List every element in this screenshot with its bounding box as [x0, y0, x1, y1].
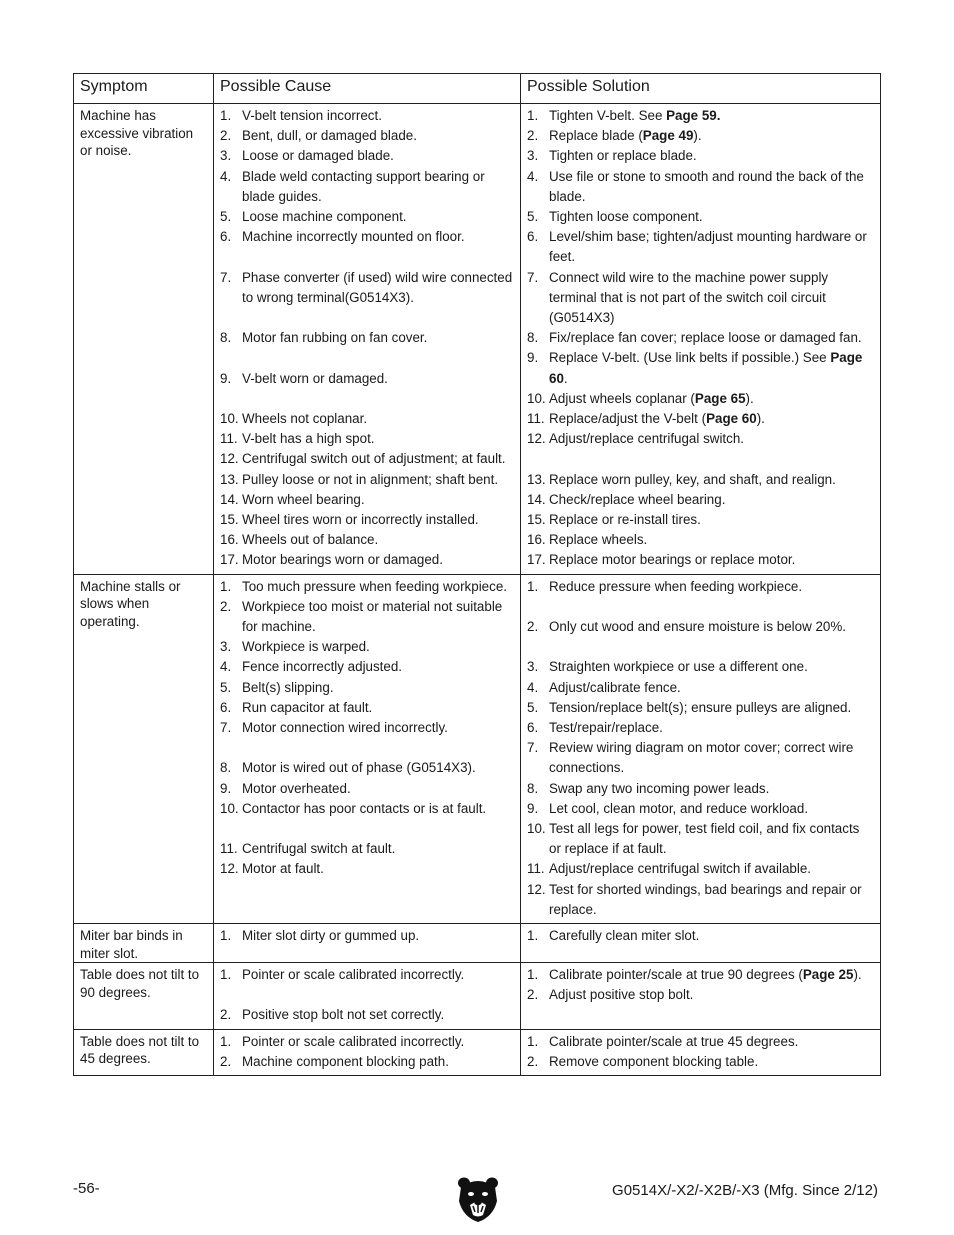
page-reference: Page 60 [549, 350, 863, 386]
cause-cell [214, 104, 521, 575]
header-possible-solution: Possible Solution [521, 74, 881, 104]
item-text: . [563, 370, 568, 386]
list-item [220, 637, 514, 657]
list-item [527, 510, 874, 530]
table-row [74, 924, 881, 963]
item-text: Motor bearings worn or damaged. [242, 552, 443, 568]
item-number: 1. [220, 108, 232, 123]
list-item [527, 106, 874, 126]
list-item [220, 577, 514, 597]
list-item [220, 965, 514, 985]
list-item [220, 550, 514, 570]
item-text: Loose or damaged blade. [242, 148, 394, 164]
cause-cell [214, 924, 521, 963]
list-item [527, 389, 874, 409]
item-number: 13. [527, 471, 546, 487]
item-number: 2. [220, 1007, 232, 1023]
list-item [220, 167, 514, 207]
bear-head-icon [457, 1177, 499, 1223]
list-item [527, 268, 874, 329]
item-number: 12. [527, 431, 546, 447]
item-number: 10. [220, 410, 239, 426]
item-number: 7. [527, 269, 539, 285]
table-row [74, 104, 881, 575]
item-number: 8. [527, 330, 539, 346]
item-number: 9. [527, 800, 539, 816]
item-text: Tension/replace belt(s); ensure pulleys are aligned. [549, 699, 852, 715]
item-text: Contactor has poor contacts or is at fault. [242, 800, 487, 816]
list-spacer [220, 819, 514, 839]
list-item [220, 758, 514, 778]
item-text: Pointer or scale calibrated incorrectly. [242, 1033, 465, 1049]
list-item [527, 146, 874, 166]
item-text: ). [693, 128, 702, 144]
item-number: 1. [527, 578, 539, 594]
item-number: 14. [220, 491, 239, 507]
item-text: Machine component blocking path. [242, 1053, 449, 1069]
item-number: 1. [220, 967, 232, 983]
item-number: 3. [527, 148, 539, 164]
item-number: 8. [220, 330, 232, 346]
item-text: ). [853, 967, 862, 983]
numbered-list [220, 106, 514, 571]
numbered-list [527, 106, 874, 571]
list-item [220, 328, 514, 348]
item-number: 1. [220, 1033, 232, 1049]
item-text: Carefully clean miter slot. [549, 928, 700, 944]
list-item [527, 470, 874, 490]
item-number: 3. [527, 659, 539, 675]
list-item [220, 799, 514, 819]
item-number: 4. [527, 679, 539, 695]
list-item [220, 859, 514, 879]
item-text: Workpiece is warped. [242, 639, 370, 655]
item-number: 14. [527, 491, 546, 507]
item-number: 8. [220, 760, 232, 776]
item-text: Wheels not coplanar. [242, 410, 368, 426]
page-reference: Page 49 [642, 128, 694, 144]
list-spacer [527, 637, 874, 657]
table-row [74, 963, 881, 1030]
solution-cell [521, 924, 881, 963]
symptom-cell: Table does not tilt to 45 degrees. [74, 1029, 214, 1075]
item-number: 2. [220, 598, 232, 614]
list-item [527, 880, 874, 920]
item-text: Loose machine component. [242, 209, 407, 225]
item-number: 9. [220, 780, 232, 796]
item-text: Motor overheated. [242, 780, 351, 796]
item-text: Calibrate pointer/scale at true 45 degrees. [549, 1033, 799, 1049]
item-text: Connect wild wire to the machine power supply terminal that is not part of the switch coil circuit (G0514X3) [549, 269, 829, 326]
item-text: Too much pressure when feeding workpiece. [242, 578, 507, 594]
list-item [220, 1005, 514, 1025]
item-number: 2. [527, 1053, 539, 1069]
item-text: Machine incorrectly mounted on floor. [242, 229, 465, 245]
item-number: 3. [220, 148, 232, 164]
item-text: Run capacitor at fault. [242, 699, 373, 715]
list-item [220, 510, 514, 530]
list-item [220, 657, 514, 677]
item-number: 11. [527, 861, 545, 877]
list-item [527, 1052, 874, 1072]
list-item [220, 678, 514, 698]
table-row [74, 574, 881, 923]
item-text: Phase converter (if used) wild wire connected to wrong terminal(G0514X3). [242, 269, 513, 305]
list-item [220, 530, 514, 550]
item-number: 11. [220, 431, 238, 447]
list-item [527, 985, 874, 1005]
item-number: 1. [220, 928, 232, 944]
list-item [527, 965, 874, 985]
item-number: 11. [220, 841, 238, 857]
item-number: 4. [220, 168, 232, 184]
item-text: Miter slot dirty or gummed up. [242, 928, 420, 944]
symptom-cell: Table does not tilt to 90 degrees. [74, 963, 214, 1030]
item-text: Reduce pressure when feeding workpiece. [549, 578, 803, 594]
item-text: Tighten or replace blade. [549, 148, 697, 164]
item-text: Replace or re-install tires. [549, 512, 701, 528]
list-item [527, 799, 874, 819]
item-text: Straighten workpiece or use a different one. [549, 659, 808, 675]
list-spacer [220, 308, 514, 328]
item-number: 10. [527, 821, 546, 837]
item-text: Only cut wood and ensure moisture is below 20%. [549, 619, 846, 635]
list-item [527, 328, 874, 348]
list-spacer [220, 247, 514, 267]
item-text: ). [745, 390, 754, 406]
item-number: 6. [220, 699, 232, 715]
list-item [527, 429, 874, 449]
item-text: Replace worn pulley, key, and shaft, and realign. [549, 471, 836, 487]
list-item [527, 207, 874, 227]
item-text: Wheels out of balance. [242, 532, 379, 548]
numbered-list [527, 926, 874, 946]
item-text: Motor at fault. [242, 861, 324, 877]
list-item [527, 859, 874, 879]
item-text: V-belt has a high spot. [242, 431, 375, 447]
item-number: 10. [220, 800, 239, 816]
item-number: 5. [220, 209, 232, 225]
list-item [220, 470, 514, 490]
symptom-cell: Miter bar binds in miter slot. [74, 924, 214, 963]
item-text: Test/repair/replace. [549, 720, 663, 736]
solution-cell [521, 104, 881, 575]
list-item [220, 106, 514, 126]
item-text: Adjust/calibrate fence. [549, 679, 681, 695]
item-number: 7. [527, 740, 539, 756]
item-number: 1. [527, 1033, 539, 1049]
item-number: 9. [527, 350, 539, 366]
item-number: 1. [220, 578, 232, 594]
symptom-cell: Machine has excessive vibration or noise. [74, 104, 214, 575]
item-number: 2. [527, 619, 539, 635]
list-item [220, 1032, 514, 1052]
cause-cell [214, 1029, 521, 1075]
item-number: 8. [527, 780, 539, 796]
list-item [527, 550, 874, 570]
table-row [74, 1029, 881, 1075]
item-text: Use file or stone to smooth and round the back of the blade. [549, 168, 864, 204]
list-spacer [527, 597, 874, 617]
list-item [527, 167, 874, 207]
item-text: Wheel tires worn or incorrectly installed. [242, 512, 479, 527]
item-text: Adjust/replace centrifugal switch if available. [549, 861, 811, 877]
header-possible-cause: Possible Cause [214, 74, 521, 104]
list-item [527, 657, 874, 677]
list-item [220, 779, 514, 799]
list-item [220, 369, 514, 389]
item-number: 17. [527, 552, 546, 568]
solution-cell [521, 1029, 881, 1075]
item-text: Check/replace wheel bearing. [549, 491, 726, 507]
item-text: Review wiring diagram on motor cover; correct wire connections. [549, 740, 854, 776]
item-number: 2. [220, 128, 232, 144]
list-item [527, 126, 874, 146]
item-text: Bent, dull, or damaged blade. [242, 128, 417, 144]
table-header-row [74, 74, 881, 104]
item-number: 15. [220, 512, 239, 527]
model-info: G0514X/-X2/-X2B/-X3 (Mfg. Since 2/12) [612, 1182, 878, 1199]
item-number: 5. [527, 699, 539, 715]
page-number: -56- [73, 1180, 100, 1197]
item-number: 4. [220, 659, 232, 675]
item-text: Replace motor bearings or replace motor. [549, 552, 796, 568]
item-text: Level/shim base; tighten/adjust mounting hardware or feet. [549, 229, 867, 265]
list-item [527, 819, 874, 859]
list-item [527, 926, 874, 946]
item-number: 16. [527, 532, 546, 548]
item-text: Replace blade ( [549, 128, 643, 144]
list-spacer [220, 389, 514, 409]
item-text: Workpiece too moist or material not suitable for machine. [242, 598, 503, 635]
list-item [220, 597, 514, 637]
list-item [220, 718, 514, 738]
list-item [220, 1052, 514, 1072]
item-text: Blade weld contacting support bearing or blade guides. [242, 168, 485, 204]
list-item [220, 926, 514, 946]
numbered-list [527, 965, 874, 1005]
list-item [220, 839, 514, 859]
list-item [220, 449, 514, 469]
numbered-list [220, 926, 514, 946]
list-item [527, 227, 874, 267]
item-number: 2. [527, 987, 539, 1003]
item-number: 6. [527, 229, 539, 245]
list-item [220, 126, 514, 146]
list-item [527, 530, 874, 550]
item-number: 1. [527, 108, 539, 123]
item-text: Calibrate pointer/scale at true 90 degrees ( [549, 967, 803, 983]
list-spacer [220, 738, 514, 758]
solution-cell [521, 574, 881, 923]
list-item [527, 779, 874, 799]
list-item [527, 1032, 874, 1052]
list-spacer [220, 985, 514, 1005]
item-text: Adjust/replace centrifugal switch. [549, 431, 745, 447]
troubleshooting-table [73, 73, 881, 1076]
item-number: 2. [220, 1053, 232, 1069]
item-number: 15. [527, 512, 546, 528]
item-text: Tighten V-belt. See [549, 108, 667, 123]
item-number: 17. [220, 552, 239, 568]
item-text: Test for shorted windings, bad bearings and repair or replace. [549, 881, 862, 917]
solution-cell [521, 963, 881, 1030]
item-text: Fence incorrectly adjusted. [242, 659, 403, 675]
list-item [527, 348, 874, 388]
list-item [527, 617, 874, 637]
list-item [220, 227, 514, 247]
item-text: Motor fan rubbing on fan cover. [242, 330, 428, 346]
item-text: ). [756, 411, 765, 427]
list-item [527, 577, 874, 597]
item-number: 5. [220, 679, 232, 695]
item-text: Fix/replace fan cover; replace loose or damaged fan. [549, 330, 862, 346]
page-reference: Page 65 [694, 390, 746, 406]
list-spacer [527, 449, 874, 469]
list-item [527, 678, 874, 698]
item-text: Worn wheel bearing. [242, 491, 365, 507]
item-text: Motor is wired out of phase (G0514X3). [242, 760, 476, 776]
list-item [220, 409, 514, 429]
header-symptom: Symptom [74, 74, 214, 104]
numbered-list [220, 1032, 514, 1072]
item-number: 6. [527, 720, 539, 736]
item-text: Adjust wheels coplanar ( [549, 390, 695, 406]
page-reference: Page 60 [706, 411, 757, 427]
list-item [527, 698, 874, 718]
cause-cell [214, 574, 521, 923]
item-text: Tighten loose component. [549, 209, 703, 225]
list-item [220, 146, 514, 166]
item-number: 3. [220, 639, 232, 655]
item-number: 9. [220, 370, 232, 386]
list-item [220, 207, 514, 227]
item-number: 7. [220, 269, 232, 285]
list-item [220, 490, 514, 510]
list-item [527, 490, 874, 510]
item-text: Swap any two incoming power leads. [549, 780, 770, 796]
page-reference: Page 59. [666, 108, 721, 123]
cause-cell [214, 963, 521, 1030]
table-body [74, 104, 881, 1076]
list-spacer [220, 348, 514, 368]
item-number: 2. [527, 128, 539, 144]
symptom-cell: Machine stalls or slows when operating. [74, 574, 214, 923]
item-text: Replace/adjust the V-belt ( [549, 411, 707, 427]
item-text: Test all legs for power, test field coil, and fix contacts or replace if at fault. [549, 821, 860, 857]
item-text: Motor connection wired incorrectly. [242, 720, 448, 736]
item-number: 12. [220, 451, 239, 467]
item-text: Replace wheels. [549, 532, 648, 548]
item-number: 13. [220, 471, 239, 487]
item-text: Centrifugal switch out of adjustment; at fault. [242, 451, 506, 467]
list-item [527, 718, 874, 738]
list-item [527, 738, 874, 778]
item-number: 10. [527, 390, 546, 406]
item-text: Centrifugal switch at fault. [242, 841, 396, 857]
item-text: Positive stop bolt not set correctly. [242, 1007, 445, 1023]
numbered-list [527, 1032, 874, 1072]
item-number: 4. [527, 168, 539, 184]
list-item [220, 429, 514, 449]
item-number: 5. [527, 209, 539, 225]
item-text: Pulley loose or not in alignment; shaft bent. [242, 471, 499, 487]
numbered-list [527, 577, 874, 920]
page-reference: Page 25 [802, 967, 854, 983]
item-number: 16. [220, 532, 239, 548]
item-text: Remove component blocking table. [549, 1053, 759, 1069]
numbered-list [220, 965, 514, 1026]
list-item [527, 409, 874, 429]
list-item [220, 268, 514, 308]
list-item [220, 698, 514, 718]
item-number: 1. [527, 928, 539, 944]
item-text: Belt(s) slipping. [242, 679, 334, 695]
item-number: 11. [527, 411, 545, 427]
item-text: V-belt tension incorrect. [242, 108, 382, 123]
item-text: Let cool, clean motor, and reduce workload. [549, 800, 809, 816]
item-number: 12. [220, 861, 239, 877]
item-number: 6. [220, 229, 232, 245]
item-text: Replace V-belt. (Use link belts if possible.) See [549, 350, 831, 366]
item-number: 12. [527, 881, 546, 897]
item-text: Pointer or scale calibrated incorrectly. [242, 967, 465, 983]
item-text: Adjust positive stop bolt. [549, 987, 694, 1003]
item-number: 1. [527, 967, 539, 983]
item-text: V-belt worn or damaged. [242, 370, 388, 386]
item-number: 7. [220, 720, 232, 736]
numbered-list [220, 577, 514, 880]
